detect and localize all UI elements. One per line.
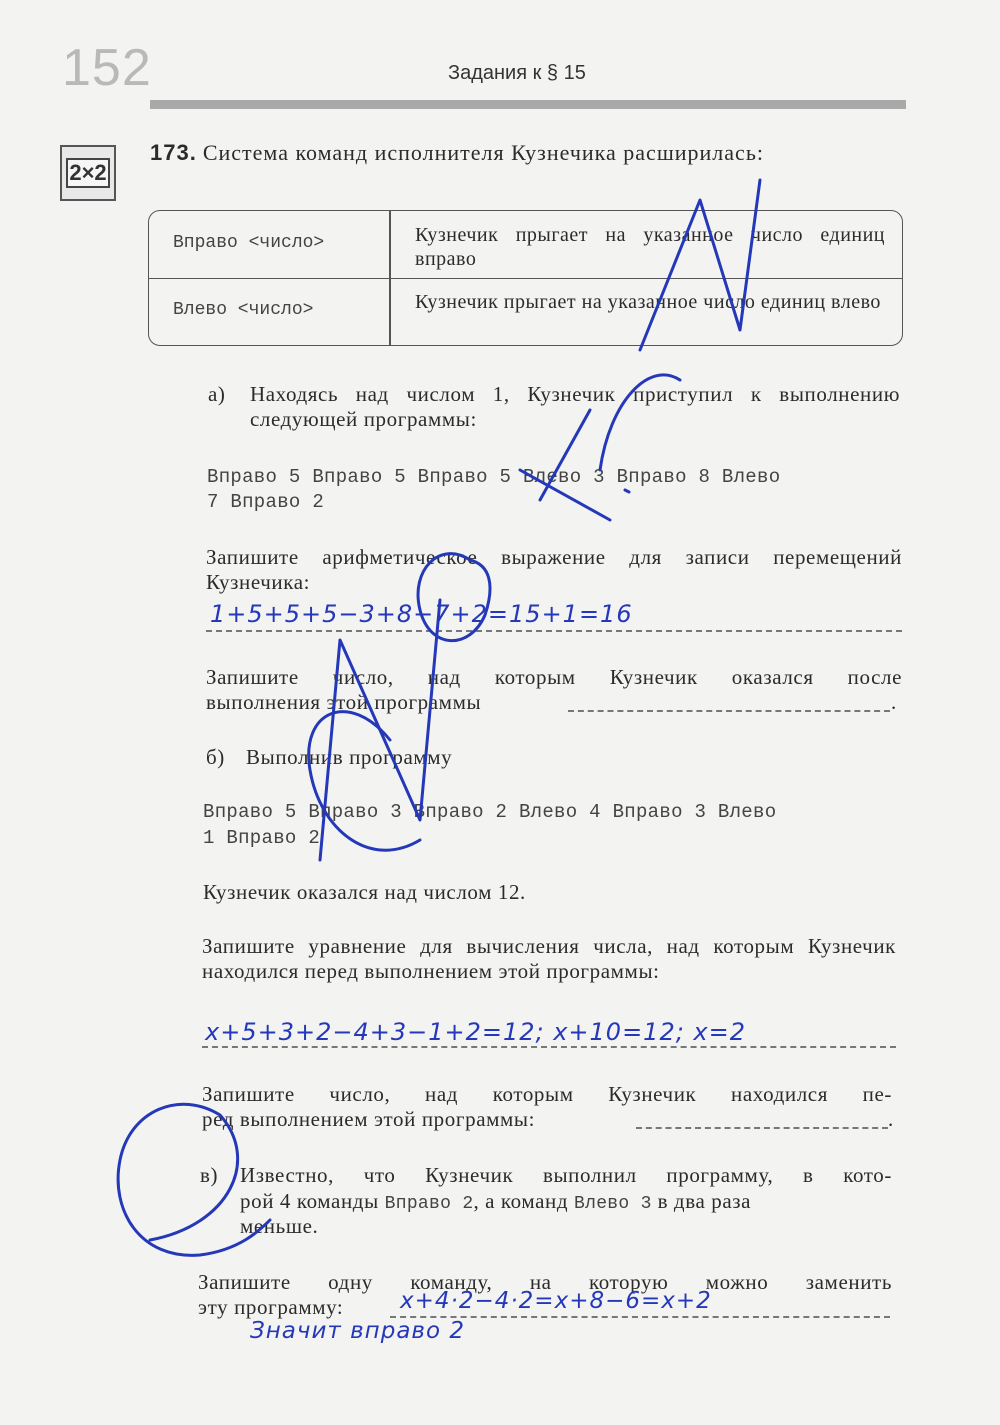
part-c-command-left: Влево 3 <box>574 1194 652 1214</box>
scribble-stroke-e <box>118 1104 270 1255</box>
part-c-text-3: меньше. <box>240 1214 319 1238</box>
part-a-program-line-1: Вправо 5 Вправо 5 Вправо 5 Влево 3 Вправо 8 Влево <box>207 466 781 488</box>
part-c-prompt-1: Запишите одну команду, на которую можно заменить <box>198 1270 892 1294</box>
part-a-number-prompt-1: Запишите число, над которым Кузнечик оказался после <box>206 665 902 689</box>
part-b-number-prompt-1: Запишите число, над которым Кузнечик находился пе- <box>202 1082 892 1106</box>
part-a-marker: а) <box>208 382 226 406</box>
task-number: 173. <box>150 140 197 165</box>
page-number: 152 <box>62 39 152 97</box>
part-c-answer-2: Значит вправо 2 <box>250 1318 465 1344</box>
part-a-period: . <box>891 690 897 714</box>
part-a-expr-answer: 1+5+5+5−3+8−7+2=15+1=16 <box>210 600 633 628</box>
scribble-stroke-m <box>320 600 440 860</box>
scribble-stroke-dot <box>625 490 629 492</box>
command-description: Кузнечик прыгает на указанное число единиц влево <box>415 291 881 313</box>
part-c-text-2a: рой 4 команды <box>240 1189 385 1213</box>
part-b-marker: б) <box>206 745 225 769</box>
part-b-eq-prompt: Запишите уравнение для вычисления числа, над которым Кузнечик находился перед выполнением этой программы: <box>202 934 896 983</box>
part-c-text-1: Известно, что Кузнечик выполнил программу, в кото- <box>240 1163 892 1187</box>
part-c-prompt-2: эту программу: <box>198 1295 344 1319</box>
part-b-number-prompt-2: ред выполнением этой программы: <box>202 1107 536 1131</box>
part-a-expr-prompt: Запишите арифметическое выражение для записи перемещений Кузнечика: <box>206 545 902 594</box>
part-a-text: Находясь над числом 1, Кузнечик приступил к выполнению следующей программы: <box>250 382 900 431</box>
part-c-text-2e: в два раза <box>651 1189 752 1213</box>
part-a-number-prompt-2: выполнения этой программы <box>206 690 482 714</box>
part-b-result: Кузнечик оказался над числом 12. <box>203 880 526 904</box>
part-b-eq-answer: x+5+3+2−4+3−1+2=12; x+10=12; x=2 <box>205 1018 747 1046</box>
command-name: Вправо <число> <box>173 233 325 253</box>
part-a-program-line-2: 7 Вправо 2 <box>207 491 325 513</box>
part-c-command-right: Вправо 2 <box>384 1194 474 1214</box>
scribble-stroke-i <box>640 180 760 350</box>
part-b-period: . <box>888 1107 894 1131</box>
scribble-stroke-r <box>600 375 680 470</box>
part-b-program-line-2: 1 Вправо 2 <box>203 827 321 849</box>
task-intro: Система команд исполнителя Кузнечика расширилась: <box>202 140 764 165</box>
scribble-stroke-o <box>418 554 490 641</box>
part-b-program-line-1: Вправо 5 Вправо 3 Вправо 2 Влево 4 Вправо 3 Влево <box>203 801 777 823</box>
scribble-stroke-t <box>520 410 610 520</box>
part-b-text: Выполнив программу <box>246 745 453 769</box>
command-name: Влево <число> <box>173 300 314 320</box>
badge-label: 2×2 <box>66 158 109 188</box>
part-c-answer-1: x+4·2−4·2=x+8−6=x+2 <box>400 1288 712 1314</box>
section-header: Задания к § 15 <box>448 62 586 84</box>
command-description: Кузнечик прыгает на указанное число единиц вправо <box>415 224 885 270</box>
part-c-marker: в) <box>200 1163 219 1187</box>
part-c-text-2c: , а команд <box>473 1189 574 1213</box>
